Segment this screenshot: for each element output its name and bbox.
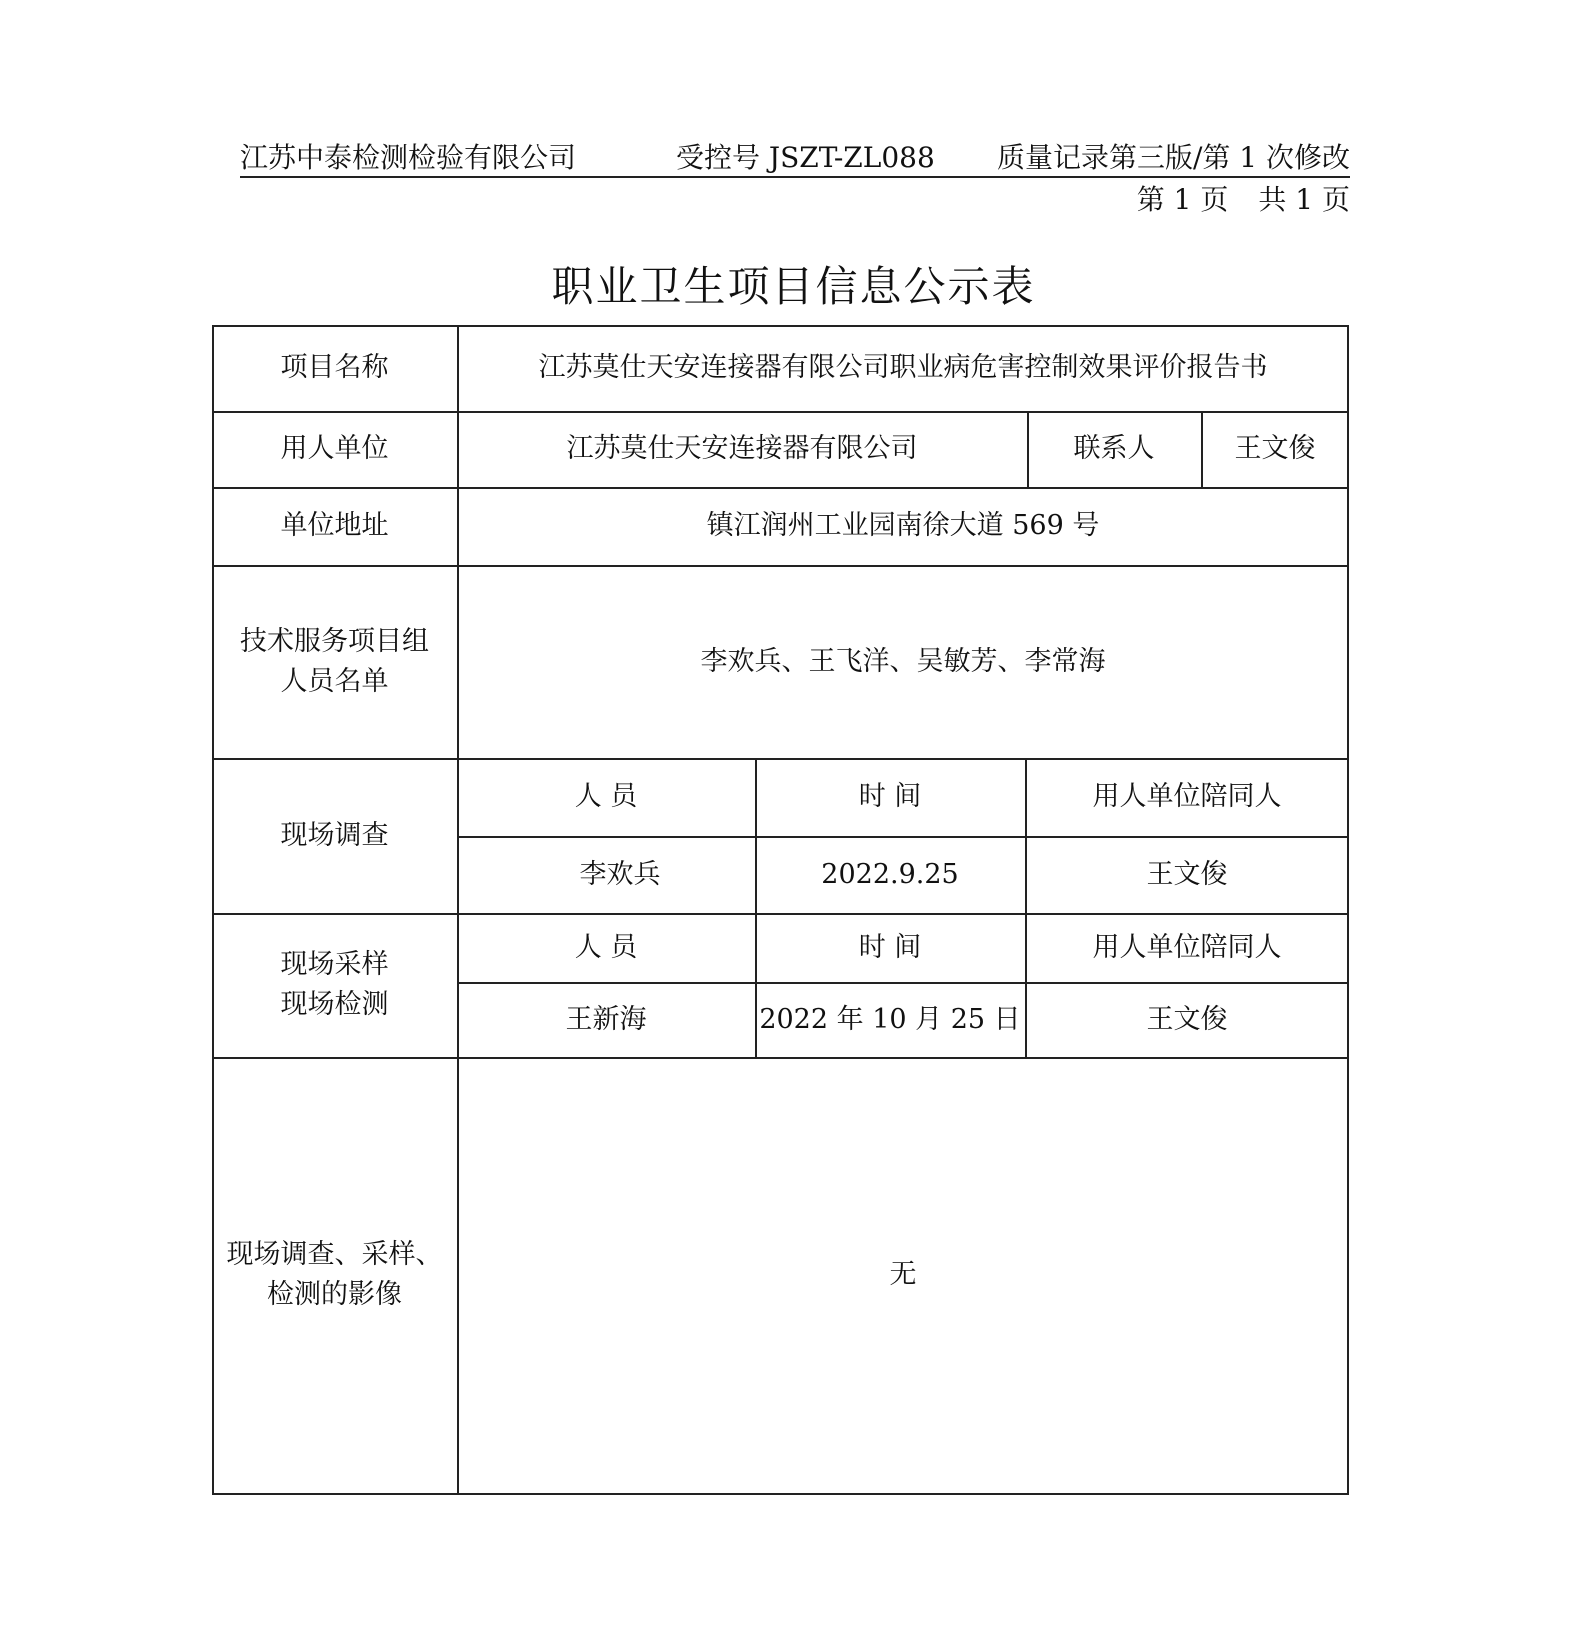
document-header bbox=[240, 130, 1350, 178]
team-label-line1: 技术服务项目组 bbox=[240, 625, 429, 657]
survey-header-personnel: 人 员 bbox=[574, 781, 638, 812]
sampling-label bbox=[212, 913, 457, 1057]
survey-personnel-value: 李欢兵 bbox=[579, 858, 661, 890]
sampling-label-line1: 现场采样 bbox=[280, 949, 389, 980]
team-label bbox=[212, 565, 457, 758]
employer-value: 江苏莫仕天安连接器有限公司 bbox=[566, 433, 918, 464]
team-label-line2: 人员名单 bbox=[280, 665, 389, 697]
page-total: 共 1 页 bbox=[1258, 183, 1350, 216]
page-info bbox=[1137, 178, 1350, 218]
survey-header-time: 时 间 bbox=[858, 781, 922, 812]
project-name-label: 项目名称 bbox=[280, 352, 389, 383]
sampling-header-personnel: 人 员 bbox=[574, 931, 638, 963]
employer-label: 用人单位 bbox=[280, 433, 389, 464]
page-title: 职业卫生项目信息公示表 bbox=[551, 262, 1036, 311]
team-members-value: 李欢兵、王飞洋、吴敏芳、李常海 bbox=[700, 645, 1106, 677]
sampling-header-time: 时 间 bbox=[858, 931, 922, 963]
contact-label: 联系人 bbox=[1073, 433, 1155, 464]
images-label-line2: 检测的影像 bbox=[267, 1279, 402, 1310]
control-number: 受控号 JSZT-ZL088 bbox=[676, 141, 935, 174]
address-value: 镇江润州工业园南徐大道 569 号 bbox=[706, 510, 1100, 541]
quality-record-version: 质量记录第三版/第 1 次修改 bbox=[996, 141, 1350, 174]
sampling-label-line2: 现场检测 bbox=[280, 989, 389, 1020]
sampling-accompany-value: 王文俊 bbox=[1146, 1003, 1228, 1035]
sampling-personnel-value: 王新海 bbox=[565, 1003, 647, 1035]
table-border-bottom bbox=[212, 1493, 1349, 1495]
images-value: 无 bbox=[889, 1259, 917, 1290]
contact-value: 王文俊 bbox=[1234, 433, 1316, 464]
survey-time-value: 2022.9.25 bbox=[821, 858, 959, 890]
info-table bbox=[212, 325, 1349, 1495]
images-label bbox=[212, 1057, 457, 1493]
survey-label: 现场调查 bbox=[280, 819, 389, 851]
survey-accompany-value: 王文俊 bbox=[1146, 858, 1228, 890]
page-current: 第 1 页 bbox=[1136, 183, 1229, 216]
address-label: 单位地址 bbox=[280, 510, 389, 541]
sampling-time-value: 2022 年 10 月 25 日 bbox=[759, 1003, 1021, 1035]
project-name-value: 江苏莫仕天安连接器有限公司职业病危害控制效果评价报告书 bbox=[538, 352, 1268, 383]
company-name: 江苏中泰检测检验有限公司 bbox=[240, 141, 577, 174]
images-label-line1: 现场调查、采样、 bbox=[226, 1239, 443, 1270]
sampling-header-accompany: 用人单位陪同人 bbox=[1092, 931, 1282, 963]
survey-header-accompany: 用人单位陪同人 bbox=[1092, 781, 1282, 812]
